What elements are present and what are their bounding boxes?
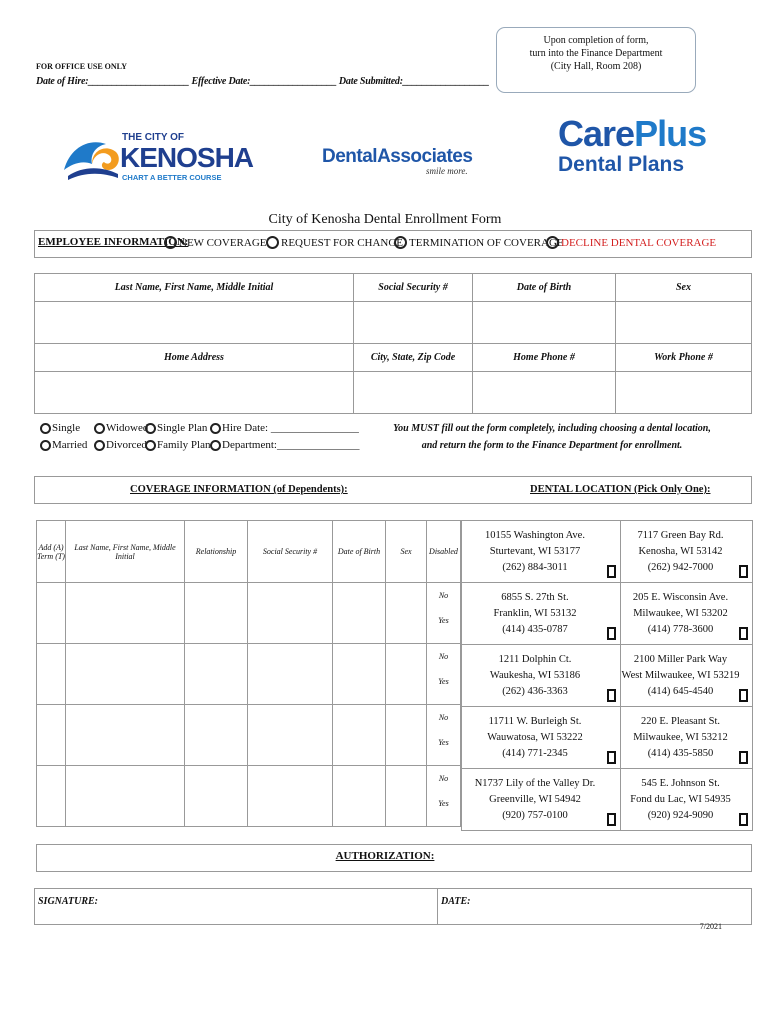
table-row — [37, 583, 461, 644]
table-row — [37, 766, 461, 827]
radio-label: Family Plan — [157, 439, 211, 451]
radio-circle-icon[interactable] — [94, 440, 105, 451]
disabled-no[interactable]: No — [438, 713, 449, 722]
location-title: DENTAL LOCATION (Pick Only One): — [530, 484, 711, 495]
input-home-phone[interactable] — [473, 372, 616, 414]
input-ssn[interactable] — [354, 302, 473, 344]
form-version: 7/2021 — [699, 922, 722, 931]
disabled-yes[interactable]: Yes — [438, 677, 449, 686]
notice-line: (City Hall, Room 208) — [550, 61, 642, 72]
location-phone: (920) 924-9090 — [647, 809, 714, 821]
radio-circle-icon[interactable] — [94, 423, 105, 434]
location-city: Waukesha, WI 53186 — [489, 669, 581, 681]
dep-cell[interactable] — [386, 583, 427, 644]
dep-col-disabled: Disabled — [427, 521, 461, 583]
dep-cell[interactable] — [333, 705, 386, 766]
radio-circle-icon[interactable] — [210, 440, 221, 451]
location-phone: (414) 435-0787 — [502, 623, 568, 635]
checkbox-icon[interactable] — [607, 627, 616, 640]
radio-single[interactable] — [40, 422, 80, 434]
checkbox-icon[interactable] — [739, 813, 748, 826]
date-label: DATE: — [441, 896, 471, 907]
kenosha-the-city-of: THE CITY OF — [122, 132, 185, 143]
location-phone: (414) 771-2345 — [502, 747, 568, 759]
signature-field[interactable] — [35, 889, 438, 925]
location-option[interactable] — [462, 583, 621, 645]
disabled-choice[interactable] — [427, 644, 461, 705]
radio-label: Hire Date: ________________ — [222, 422, 359, 434]
careplus-plus: Plus — [634, 113, 707, 154]
location-phone: (414) 778-3600 — [647, 623, 714, 635]
signature-label: SIGNATURE: — [38, 896, 99, 907]
checkbox-icon[interactable] — [607, 565, 616, 578]
dep-col-relationship: Relationship — [185, 521, 248, 583]
dep-cell[interactable] — [66, 583, 185, 644]
table-row — [37, 644, 461, 705]
location-street: 220 E. Pleasant St. — [640, 715, 721, 727]
dep-cell[interactable] — [333, 583, 386, 644]
location-city: Sturtevant, WI 53177 — [489, 545, 581, 557]
location-street: 10155 Washington Ave. — [485, 529, 585, 541]
checkbox-icon[interactable] — [607, 813, 616, 826]
dep-col-name: Last Name, First Name, Middle Initial — [66, 521, 185, 583]
radio-married[interactable] — [40, 439, 87, 451]
col-city: City, State, Zip Code — [354, 344, 473, 372]
location-phone: (262) 436-3363 — [502, 685, 568, 697]
dep-cell[interactable] — [37, 644, 66, 705]
employee-info-label-text: EMPLOYEE INFORMATION: — [38, 236, 189, 248]
radio-circle-icon[interactable] — [145, 423, 156, 434]
checkbox-icon[interactable] — [739, 751, 748, 764]
location-city: Milwaukee, WI 53212 — [633, 731, 728, 743]
col-home-phone: Home Phone # — [473, 344, 616, 372]
location-city: Milwaukee, WI 53202 — [633, 607, 728, 619]
location-phone: (414) 435-5850 — [647, 747, 714, 759]
dep-cell[interactable] — [185, 705, 248, 766]
location-option[interactable] — [621, 645, 753, 707]
notice-line: Upon completion of form, — [543, 35, 649, 46]
dep-cell[interactable] — [248, 583, 333, 644]
location-option[interactable] — [621, 583, 753, 645]
kenosha-tagline: CHART A BETTER COURSE — [122, 173, 222, 182]
col-sex: Sex — [616, 274, 752, 302]
location-phone: (414) 645-4540 — [647, 685, 714, 697]
location-city: Wauwatosa, WI 53222 — [487, 731, 583, 743]
radio-label: Married — [52, 439, 88, 451]
radio-label: Single — [52, 422, 81, 434]
input-sex[interactable] — [616, 302, 752, 344]
location-street: 2100 Miller Park Way — [633, 653, 728, 665]
input-dob[interactable] — [473, 302, 616, 344]
dep-cell[interactable] — [333, 766, 386, 827]
radio-label: Single Plan — [157, 422, 208, 434]
checkbox-icon[interactable] — [607, 689, 616, 702]
dep-cell[interactable] — [37, 705, 66, 766]
dep-cell[interactable] — [248, 644, 333, 705]
location-street: 545 E. Johnson St. — [641, 777, 720, 789]
submission-notice — [496, 27, 696, 93]
dep-cell[interactable] — [185, 583, 248, 644]
radio-circle-icon[interactable] — [40, 440, 51, 451]
dep-col-sex: Sex — [386, 521, 427, 583]
careplus-dental-plans-logo — [558, 113, 707, 184]
col-ssn: Social Security # — [354, 274, 473, 302]
dep-col-ssn: Social Security # — [248, 521, 333, 583]
disabled-yes[interactable]: Yes — [438, 738, 449, 747]
input-name[interactable] — [35, 302, 354, 344]
radio-circle-icon[interactable] — [210, 423, 221, 434]
city-of-kenosha-logo — [62, 130, 254, 184]
radio-circle-icon[interactable] — [40, 423, 51, 434]
dep-cell[interactable] — [248, 766, 333, 827]
radio-department[interactable] — [210, 439, 359, 451]
dep-cell[interactable] — [248, 705, 333, 766]
dep-cell[interactable] — [37, 766, 66, 827]
dental-associates-tagline: smile more. — [426, 166, 468, 176]
location-city: Fond du Lac, WI 54935 — [630, 793, 731, 805]
location-city: Greenville, WI 54942 — [489, 793, 581, 805]
dep-cell[interactable] — [333, 644, 386, 705]
location-option[interactable] — [621, 769, 753, 831]
kenosha-name: KENOSHA — [120, 142, 254, 173]
disabled-no[interactable]: No — [438, 591, 449, 600]
dependents-table — [36, 520, 461, 827]
location-city: Franklin, WI 53132 — [493, 607, 577, 619]
location-option[interactable] — [621, 707, 753, 769]
radio-widowed[interactable] — [94, 422, 148, 434]
radio-label: Divorced — [106, 439, 147, 451]
option-label: REQUEST FOR CHANGE — [281, 236, 404, 249]
option-termination[interactable] — [394, 236, 564, 249]
disabled-no[interactable]: No — [438, 774, 449, 783]
location-street: 7117 Green Bay Rd. — [637, 529, 724, 541]
radio-single-plan[interactable] — [145, 422, 207, 434]
location-phone: (262) 942-7000 — [647, 561, 714, 573]
location-street: N1737 Lily of the Valley Dr. — [474, 777, 596, 789]
col-name: Last Name, First Name, Middle Initial — [35, 274, 354, 302]
dental-locations-table — [461, 520, 753, 831]
location-street: 205 E. Wisconsin Ave. — [632, 591, 729, 603]
dental-associates-word2: Associates — [377, 146, 473, 167]
dep-col-dob: Date of Birth — [333, 521, 386, 583]
checkbox-icon[interactable] — [607, 751, 616, 764]
dep-cell[interactable] — [37, 583, 66, 644]
radio-circle-icon[interactable] — [164, 236, 177, 249]
dep-cell[interactable] — [185, 766, 248, 827]
radio-circle-icon[interactable] — [145, 440, 156, 451]
location-phone: (920) 757-0100 — [502, 809, 568, 821]
option-label: NEW COVERAGE — [179, 236, 267, 249]
radio-circle-icon[interactable] — [546, 236, 559, 249]
radio-circle-icon[interactable] — [394, 236, 407, 249]
employee-table — [34, 273, 752, 414]
location-option[interactable] — [462, 645, 621, 707]
disabled-choice[interactable] — [427, 766, 461, 827]
location-phone: (262) 884-3011 — [502, 561, 568, 573]
location-option[interactable] — [462, 769, 621, 831]
location-street: 6855 S. 27th St. — [501, 591, 569, 603]
radio-divorced[interactable] — [94, 439, 147, 451]
input-work-phone[interactable] — [616, 372, 752, 414]
disabled-choice[interactable] — [427, 705, 461, 766]
option-request-change[interactable] — [266, 236, 403, 249]
option-decline-coverage[interactable] — [546, 236, 716, 249]
checkbox-icon[interactable] — [739, 627, 748, 640]
option-label: TERMINATION OF COVERAGE — [409, 236, 564, 249]
disabled-choice[interactable] — [427, 583, 461, 644]
location-city: West Milwaukee, WI 53219 — [621, 669, 740, 681]
table-row — [37, 705, 461, 766]
location-option[interactable] — [462, 521, 621, 583]
date-field[interactable] — [438, 889, 752, 925]
dep-col-add-term: Add (A) Term (T) — [37, 521, 66, 583]
location-street: 1211 Dolphin Ct. — [498, 653, 572, 665]
notice-line: turn into the Finance Department — [529, 48, 663, 59]
office-dates-line: Date of Hire:_____________________ Effective Date:__________________ Date Submitted:__________________ — [36, 76, 490, 87]
checkbox-icon[interactable] — [739, 689, 748, 702]
dep-cell[interactable] — [66, 705, 185, 766]
signature-table — [34, 888, 752, 925]
dep-cell[interactable] — [386, 705, 427, 766]
instructions-line: and return the form to the Finance Department for enrollment. — [421, 440, 683, 451]
col-work-phone: Work Phone # — [616, 344, 752, 372]
office-use-label: FOR OFFICE USE ONLY — [36, 62, 128, 71]
radio-label: Widowed — [106, 422, 149, 434]
checkbox-icon[interactable] — [739, 565, 748, 578]
dental-associates-word1: Dental — [322, 146, 378, 167]
dep-cell[interactable] — [386, 766, 427, 827]
col-address: Home Address — [35, 344, 354, 372]
dep-cell[interactable] — [185, 644, 248, 705]
radio-circle-icon[interactable] — [266, 236, 279, 249]
location-city: Kenosha, WI 53142 — [638, 545, 723, 557]
instructions-line: You MUST fill out the form completely, including choosing a dental location, — [393, 423, 711, 434]
input-address[interactable] — [35, 372, 354, 414]
option-new-coverage[interactable] — [164, 236, 266, 249]
instructions-note — [352, 420, 752, 454]
col-dob: Date of Birth — [473, 274, 616, 302]
careplus-dental-plans: Dental Plans — [558, 153, 685, 176]
authorization-title: AUTHORIZATION: — [335, 850, 435, 862]
disabled-yes[interactable]: Yes — [438, 799, 449, 808]
coverage-title: COVERAGE INFORMATION (of Dependents): — [130, 484, 348, 495]
dep-cell[interactable] — [66, 766, 185, 827]
dep-cell[interactable] — [386, 644, 427, 705]
form-title: City of Kenosha Dental Enrollment Form — [268, 212, 502, 227]
dep-cell[interactable] — [66, 644, 185, 705]
location-option[interactable] — [462, 707, 621, 769]
careplus-care: Care — [558, 113, 635, 154]
radio-hire-date[interactable] — [210, 422, 359, 434]
radio-label: Department:_______________ — [222, 439, 360, 451]
disabled-yes[interactable]: Yes — [438, 616, 449, 625]
input-city[interactable] — [354, 372, 473, 414]
option-label: DECLINE DENTAL COVERAGE — [561, 236, 717, 249]
radio-family-plan[interactable] — [145, 439, 210, 451]
disabled-no[interactable]: No — [438, 652, 449, 661]
dental-associates-logo — [322, 146, 472, 178]
location-street: 11711 W. Burleigh St. — [488, 715, 582, 727]
location-option[interactable] — [621, 521, 753, 583]
